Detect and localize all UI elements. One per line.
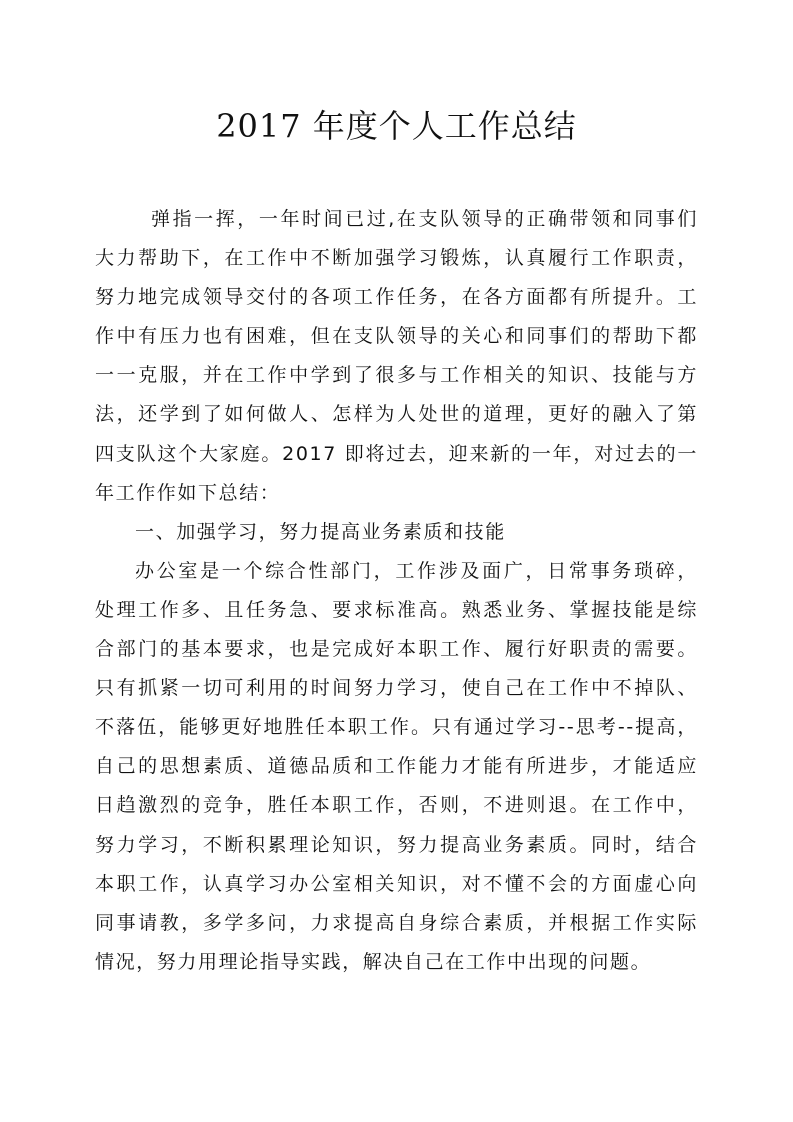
body-line-1: 弹指一挥，一年时间已过,在支队领导的正确带领和同事们 (151, 208, 698, 230)
body-line-16: 日趋激烈的竞争，胜任本职工作，否则，不进则退。在工作中， (95, 794, 698, 817)
body-line-10: 办公室是一个综合性部门，工作涉及面广，日常事务琐碎， (135, 559, 698, 582)
body-line-14: 不落伍，能够更好地胜任本职工作。只有通过学习--思考--提高， (95, 716, 698, 739)
body-line-4: 作中有压力也有困难，但在支队领导的关心和同事们的帮助下都 (95, 325, 698, 348)
body-line-19: 同事请教，多学多问，力求提高自身综合素质，并根据工作实际 (95, 911, 698, 934)
body-line-13: 只有抓紧一切可利用的时间努力学习，使自己在工作中不掉队、 (95, 677, 698, 700)
document-body (95, 200, 698, 982)
document-title: 2017 年度个人工作总结 (216, 107, 577, 145)
body-line-17: 努力学习，不断积累理论知识，努力提高业务素质。同时，结合 (95, 833, 698, 856)
body-line-8: 年工作作如下总结： (95, 481, 281, 504)
body-line-18: 本职工作，认真学习办公室相关知识，对不懂不会的方面虚心向 (95, 872, 698, 895)
body-line-15: 自己的思想素质、道德品质和工作能力才能有所进步，才能适应 (95, 755, 698, 778)
body-line-20: 情况，努力用理论指导实践，解决自己在工作中出现的问题。 (95, 950, 652, 973)
body-line-5: 一一克服，并在工作中学到了很多与工作相关的知识、技能与方 (95, 364, 698, 387)
body-line-3: 努力地完成领导交付的各项工作任务，在各方面都有所提升。工 (95, 286, 698, 309)
section-heading-1: 一、加强学习，努力提高业务素质和技能 (135, 520, 506, 543)
body-line-12: 合部门的基本要求，也是完成好本职工作、履行好职责的需要。 (95, 638, 698, 661)
body-line-7: 四支队这个大家庭。2017 即将过去，迎来新的一年，对过去的一 (95, 442, 698, 465)
body-line-2: 大力帮助下，在工作中不断加强学习锻炼，认真履行工作职责， (95, 247, 698, 270)
body-line-6: 法，还学到了如何做人、怎样为人处世的道理，更好的融入了第 (95, 403, 698, 426)
body-line-11: 处理工作多、且任务急、要求标准高。熟悉业务、掌握技能是综 (95, 598, 698, 621)
